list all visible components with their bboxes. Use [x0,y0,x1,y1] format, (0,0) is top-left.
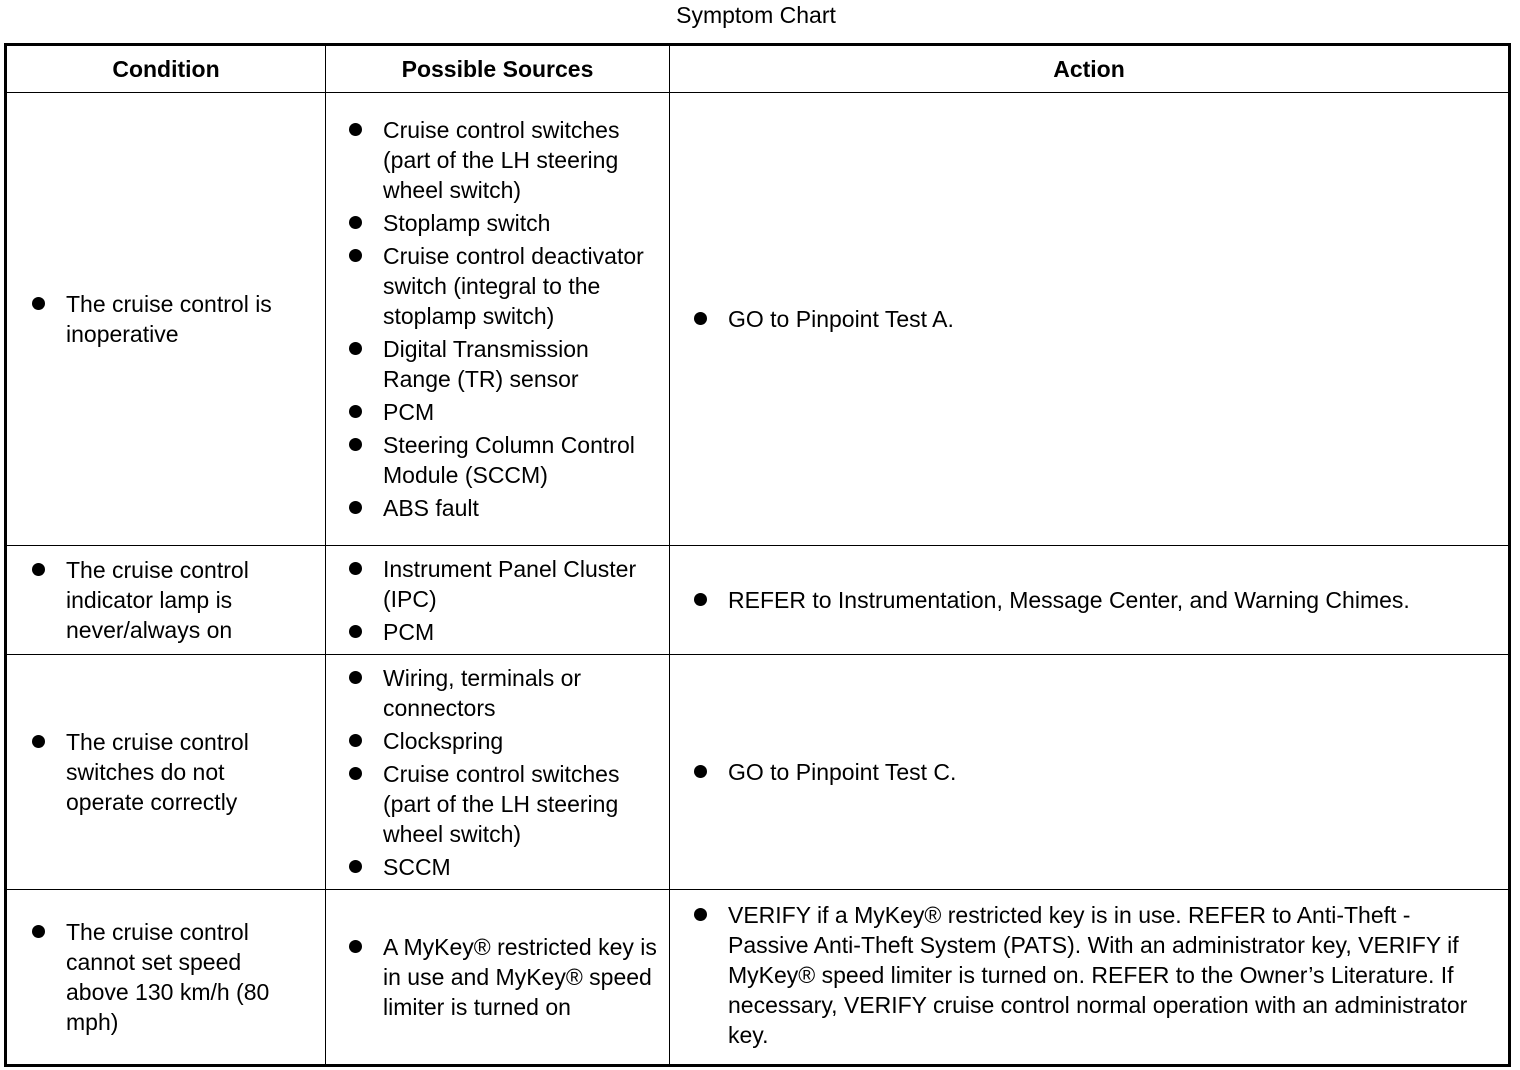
condition-text: The cruise control is inoperative [66,289,305,349]
chart-title: Symptom Chart [676,2,836,28]
condition-cell [6,93,326,546]
source-item: ABS fault [383,493,661,523]
source-item: A MyKey® restricted key is in use and MyKey® speed limiter is turned on [383,932,661,1022]
header-action: Action [670,45,1510,93]
sources-cell [326,655,670,890]
header-row [6,45,1510,93]
action-cell [670,93,1510,546]
action-text: GO to Pinpoint Test C. [728,757,1494,787]
source-item: PCM [383,617,661,647]
action-text: VERIFY if a MyKey® restricted key is in use. REFER to Anti-Theft - Passive Anti-Theft System (PATS). With an administrator key, VERIFY if MyKey® speed limiter is turned on. REFER to the Owner’s Literature. If necessary, VERIFY cruise control normal operation with an administrator key. [728,900,1494,1050]
condition-cell [6,546,326,655]
header-possible-sources: Possible Sources [326,45,670,93]
header-condition: Condition [6,45,326,93]
condition-text: The cruise control switches do not operate correctly [66,727,305,817]
source-item: Wiring, terminals or connectors [383,663,661,723]
source-item: Steering Column Control Module (SCCM) [383,430,661,490]
action-cell [670,546,1510,655]
sources-cell [326,546,670,655]
table-row [6,93,1510,546]
condition-text: The cruise control cannot set speed above 130 km/h (80 mph) [66,917,305,1037]
source-item: Cruise control switches (part of the LH steering wheel switch) [383,759,661,849]
condition-text: The cruise control indicator lamp is never/always on [66,555,305,645]
sources-cell [326,890,670,1066]
source-item: Digital Transmission Range (TR) sensor [383,334,661,394]
sources-cell [326,93,670,546]
action-cell [670,655,1510,890]
source-item: SCCM [383,852,661,882]
action-text: GO to Pinpoint Test A. [728,304,1494,334]
action-cell [670,890,1510,1066]
source-item: Clockspring [383,726,661,756]
condition-cell [6,890,326,1066]
action-text: REFER to Instrumentation, Message Center, and Warning Chimes. [728,585,1494,615]
source-item: Stoplamp switch [383,208,661,238]
table-row [6,546,1510,655]
symptom-table [4,43,1511,1067]
table-row [6,890,1510,1066]
table-row [6,655,1510,890]
source-item: Instrument Panel Cluster (IPC) [383,554,661,614]
source-item: Cruise control switches (part of the LH steering wheel switch) [383,115,661,205]
source-item: Cruise control deactivator switch (integral to the stoplamp switch) [383,241,661,331]
source-item: PCM [383,397,661,427]
condition-cell [6,655,326,890]
